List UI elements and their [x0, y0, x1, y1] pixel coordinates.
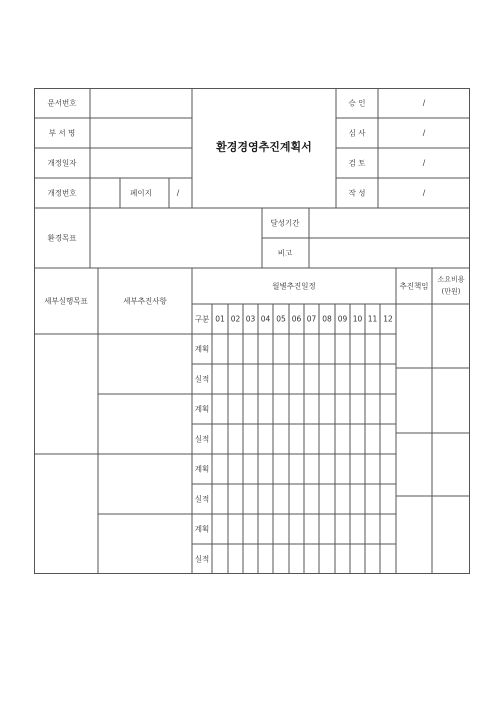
plan-row-label: 계획 [194, 404, 210, 414]
doc-number-label: 문서번호 [47, 98, 77, 108]
actual-row-label: 실적 [194, 494, 210, 504]
actual-row-label: 실적 [194, 434, 210, 444]
actual-row-label: 실적 [194, 554, 210, 564]
author-label: 작 성 [348, 188, 366, 198]
month-header-07: 07 [306, 314, 317, 324]
cost-unit-label: (만원) [441, 287, 461, 296]
month-header-08: 08 [322, 314, 332, 324]
month-header-04: 04 [260, 314, 271, 324]
month-header-05: 05 [276, 314, 286, 324]
month-header-10: 10 [352, 314, 363, 324]
month-header-01: 01 [215, 314, 225, 324]
monthly-schedule-label: 월별추진일정 [272, 281, 316, 291]
review-label: 심 사 [348, 128, 366, 138]
month-header-11: 11 [367, 314, 378, 324]
plan-row-label: 계획 [194, 344, 210, 354]
plan-row-label: 계획 [194, 464, 210, 474]
environmental-goal-label: 환경목표 [47, 233, 77, 243]
actual-row-label: 실적 [194, 374, 210, 384]
review-value: / [422, 128, 426, 138]
month-header-12: 12 [383, 314, 393, 324]
detail-item-label: 세부추진사항 [123, 296, 167, 306]
page-separator: / [176, 188, 180, 198]
form-grid-lines [34, 88, 470, 574]
month-header-09: 09 [337, 314, 348, 324]
approval-value: / [422, 98, 426, 108]
cost-label: 소요비용 [437, 275, 465, 284]
revision-date-label: 개정일자 [47, 158, 77, 168]
achievement-period-label: 달성기간 [270, 218, 300, 228]
plan-row-label: 계획 [194, 524, 210, 534]
author-value: / [422, 188, 426, 198]
revision-number-label: 개정번호 [47, 188, 77, 198]
approval-label: 승 인 [348, 98, 366, 108]
month-header-03: 03 [245, 314, 256, 324]
check-value: / [422, 158, 426, 168]
page-label: 페이지 [130, 188, 152, 198]
detail-goal-label: 세부실행목표 [44, 296, 88, 306]
month-header-02: 02 [230, 314, 241, 324]
check-label: 검 토 [348, 158, 366, 168]
form-title: 환경경영추진계획서 [216, 140, 312, 154]
division-label: 구분 [194, 314, 210, 324]
environmental-management-plan-form [34, 88, 470, 574]
department-label: 부 서 명 [48, 128, 76, 138]
remarks-label: 비고 [277, 248, 293, 258]
responsible-label: 추진책임 [399, 281, 429, 291]
month-header-06: 06 [291, 314, 302, 324]
